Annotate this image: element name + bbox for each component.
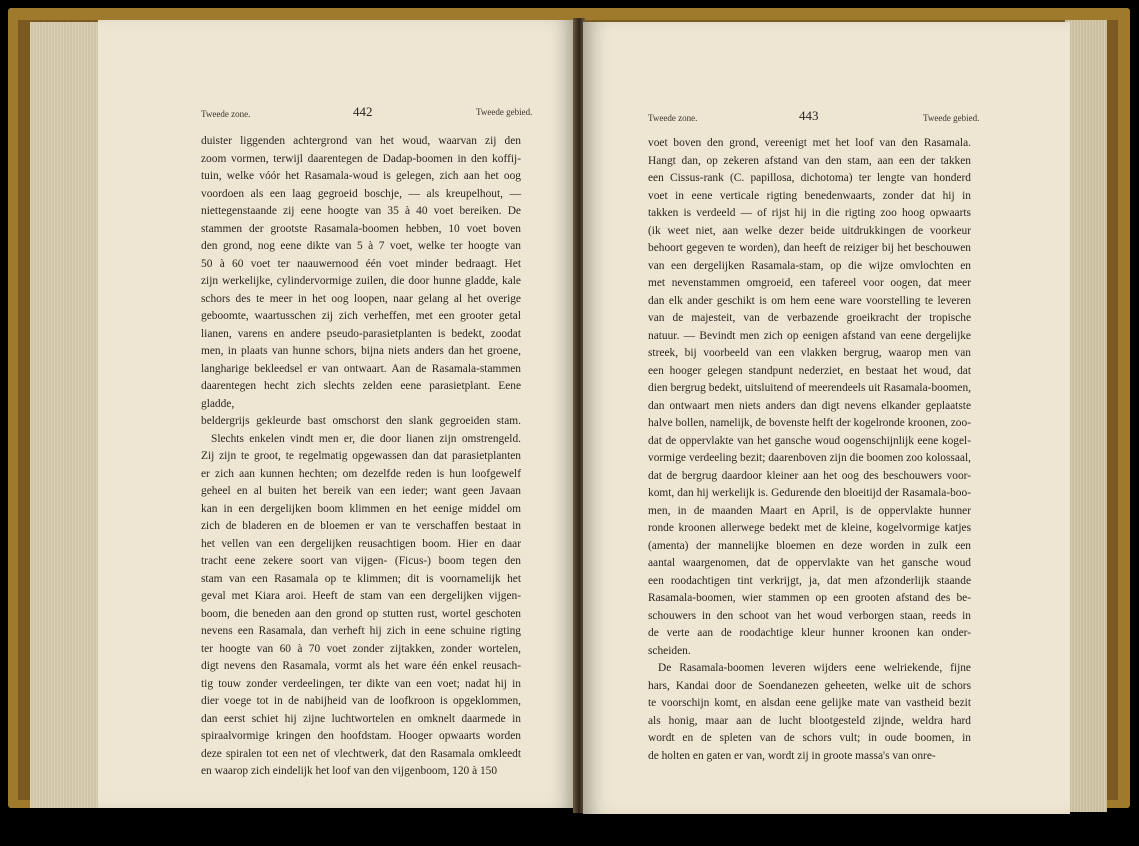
text-line: stam van een Rasamala op te klimmen; dit is voornamelijk het bbox=[201, 572, 521, 585]
text-line: takken is verdeeld — of rijst hij in die rigting zoo hoog opwaarts bbox=[648, 207, 971, 219]
text-line: behoort gegeven te worden), dan heeft de reiziger bij het beschouwen bbox=[648, 242, 971, 254]
right-body-text bbox=[648, 135, 971, 765]
right-page-number: 443 bbox=[799, 108, 819, 123]
text-line: dat de oppervlakte van het gansche woud oogenschijnlijk eene kogel- bbox=[648, 434, 971, 447]
text-line: langharige bekleedsel er van ontwaart. Aan de Rasamala-stammen bbox=[201, 362, 521, 375]
text-line: schors des te meer in het oog loopen, naar gelang al het overige bbox=[201, 292, 521, 305]
text-line: stammen der grootste Rasamala-boomen hebben, 10 voet boven bbox=[201, 222, 521, 235]
text-line: geheel en al buiten het bereik van een ieder; want geen Javaan bbox=[201, 485, 521, 497]
left-header-area: Tweede gebied. bbox=[476, 107, 533, 117]
left-page-edges bbox=[30, 22, 100, 808]
text-line: een hooger gelegen standpunt nederziet, en bestaat het woud, dat bbox=[648, 364, 971, 377]
text-line: wordt en de spleten van de schors vult; in oude boomen, in bbox=[648, 732, 971, 744]
text-line: duister liggenden achtergrond van het woud, waarvan zij den bbox=[201, 135, 521, 147]
text-line: kan in een dergelijken boom klimmen en het eenige middel om bbox=[201, 502, 521, 515]
text-line: men, in plaats van hunne schors, bijna niets anders dan het groene, bbox=[201, 345, 521, 357]
left-header-zone: Tweede zone. bbox=[201, 109, 251, 119]
text-line: ter hoogte van 60 à 70 voet zonder zijtakken, zonder wortelen, bbox=[201, 642, 521, 655]
right-page bbox=[583, 22, 1070, 814]
text-line: den grond, nog eene dikte van 5 à 7 voet, welke ter hoogte van bbox=[201, 240, 521, 252]
text-line: tuin, welke vóór het Rasamala-woud is gelegen, zich aan het oog bbox=[201, 170, 521, 182]
text-line: met nevenstammen omgroeid, een tafereel voor oogen, dat meer bbox=[648, 277, 971, 289]
text-line: te voorschijn komt, en alsdan eene gelijke mate van vastheid bezit bbox=[648, 697, 971, 709]
text-line: en waarop zich eindelijk het loof van den vijgenboom, 120 à 150 bbox=[201, 765, 498, 777]
text-line: (amenta) der mannelijke bloemen en deze worden in zulk een bbox=[648, 539, 971, 552]
text-line: hars, Kandai door de Soendanezen geheeten, welke uit de schors bbox=[648, 679, 971, 692]
text-line: zich de bladeren en de bloemen er van te verschaffen bestaat in bbox=[201, 520, 521, 532]
text-line: als honig, maar aan de lucht blootgesteld zijnde, weldra hard bbox=[648, 714, 971, 727]
text-line: schouwers in den schoot van het woud verborgen staan, reeds in bbox=[648, 609, 971, 622]
text-line: dan eerst schiet hij zijne luchtwortelen en omknelt daarmede in bbox=[201, 712, 521, 725]
text-line: er zich aan kunnen hechten; om dezelfde reden is hun loofgewelf bbox=[201, 467, 521, 480]
text-line: aantal waargenomen, dat de oppervlakte van het gansche woud bbox=[648, 557, 971, 569]
text-line: boom, die beneden aan den grond op stutten rust, wortel geschoten bbox=[201, 607, 521, 620]
text-line: van een dergelijken Rasamala-stam, op die wijze omvlochten en bbox=[648, 259, 971, 272]
text-line: Zij zijn te groot, te regelmatig opgewassen dan dat parasietplanten bbox=[201, 450, 521, 462]
text-line: nevens een Rasamala, dan verheft hij zich in eene schuine rigting bbox=[201, 625, 521, 637]
text-line: scheiden. bbox=[648, 644, 691, 657]
text-line: het vellen van een dergelijken reusachtigen boom. Hier en daar bbox=[201, 537, 521, 550]
text-line: geboomte, waartusschen zij zich verheffen, met een grooter getal bbox=[201, 310, 521, 322]
right-page-edges bbox=[1065, 20, 1107, 812]
text-line: van de majesteit, van de verbazende groeikracht der tropische bbox=[648, 312, 971, 324]
text-line: daarentegen hecht zich slechts zelden eene parasietplant. Eene gladde, bbox=[201, 380, 521, 410]
text-line: een roodachtigen tint verkrijgt, ja, dat men afzonderlijk staande bbox=[648, 574, 971, 587]
text-line: komt, dan hij werkelijk is. Gedurende den bloeitijd der Rasamala-boo- bbox=[648, 487, 971, 499]
text-line: Rasamala-boomen, wier stammen op een grooten afstand des be- bbox=[648, 592, 971, 604]
text-line: lianen, varens en andere pseudo-parasietplanten is bedekt, zoodat bbox=[201, 327, 521, 340]
text-line: dier voege tot in de nabijheid van de loofkroon is opgeklommen, bbox=[201, 695, 521, 707]
text-line: dan ontwaart men niets anders dan digt nevens elkander geplaatste bbox=[648, 399, 971, 412]
right-header-area: Tweede gebied. bbox=[923, 113, 980, 123]
text-line: ronde kroonen allerwege bedekt met de kleine, kogelvormige katjes bbox=[648, 522, 971, 534]
right-header-zone: Tweede zone. bbox=[648, 113, 698, 123]
left-body-text bbox=[201, 133, 521, 781]
text-line: voet boven den grond, vereenigt met het loof van den Rasamala. bbox=[648, 137, 971, 149]
text-line: Slechts enkelen vindt men er, die door lianen zijn omstrengeld. bbox=[211, 432, 521, 445]
text-line: voordoen als een laag gegroeid boschje, — als kreupelhout, — bbox=[201, 187, 521, 200]
text-line: deze spiralen tot een net of vlechtwerk, dat den Rasamala omkleedt bbox=[201, 747, 521, 760]
text-line: streek, bij voorbeeld van een vlakken bergrug, waarop men van bbox=[648, 347, 971, 359]
text-line: zoom vormen, terwijl daarentegen de Dadap-boomen in den koffij- bbox=[201, 152, 521, 165]
text-line: (ik weet niet, aan welke dezer beide uitdrukkingen de voorkeur bbox=[648, 224, 971, 237]
text-line: beldergrijs gekleurde bast omschorst den slank gegroeiden stam. bbox=[201, 415, 521, 427]
text-line: de holten en gaten er van, wordt zij in groote massa's van onre- bbox=[648, 749, 936, 762]
text-line: vormige verdeeling bezit; daarenboven zijn die boomen zoo kolossaal, bbox=[648, 452, 971, 464]
text-line: de verte aan de roodachtige kleur hunner kroonen kan onder- bbox=[648, 627, 971, 639]
left-page-number: 442 bbox=[353, 104, 373, 119]
text-line: tig touw zonder verdeelingen, ter dikte van een voet; nadat hij in bbox=[201, 677, 521, 690]
text-line: halve bollen, namelijk, de bovenste helft der kogelronde kroonen, zoo- bbox=[648, 417, 971, 429]
text-line: digt nevens den Rasamala, vormt als het ware één enkel reusach- bbox=[201, 660, 521, 672]
text-line: spiraalvormige kringen den hoofdstam. Hooger opwaarts worden bbox=[201, 730, 521, 742]
text-line: geval met Kiara aroi. Heeft de stam van een dergelijken vijgen- bbox=[201, 590, 521, 602]
text-line: 50 à 60 voet ter naauwernood één voet minder bedraagt. Het bbox=[201, 257, 521, 270]
text-line: voet in eene verticale rigting benedenwaarts, zonder dat hij in bbox=[648, 189, 971, 202]
left-page bbox=[98, 20, 575, 808]
text-line: tracht eene zekere soort van vijgen- (Ficus-) boom tegen den bbox=[201, 555, 521, 567]
text-line: De Rasamala-boomen leveren wijders eene welriekende, fijne bbox=[658, 662, 971, 674]
text-line: dien bergrug bedekt, uitsluitend of meerendeels uit Rasamala-boomen, bbox=[648, 382, 971, 394]
text-line: Hangt dan, op zekeren afstand van den stam, aan een der takken bbox=[648, 154, 971, 167]
text-line: dat de bergrug daardoor kleiner aan het oog des beschouwers voor- bbox=[648, 469, 971, 482]
text-line: natuur. — Bevindt men zich op eenigen afstand van eene dergelijke bbox=[648, 329, 971, 342]
text-line: een Cissus-rank (C. papillosa, dichotoma) ter lengte van honderd bbox=[648, 172, 971, 184]
text-line: zijn werkelijke, cylindervormige zuilen, die door hunne gladde, kale bbox=[201, 275, 521, 287]
text-line: dan elk ander geschikt is om hem eene ware voorstelling te leveren bbox=[648, 294, 971, 307]
text-line: niettegenstaande zij eene hoogte van 35 à 40 voet bereiken. De bbox=[201, 205, 521, 217]
text-line: men, in de maanden Maart en April, is de oppervlakte hunner bbox=[648, 504, 971, 517]
